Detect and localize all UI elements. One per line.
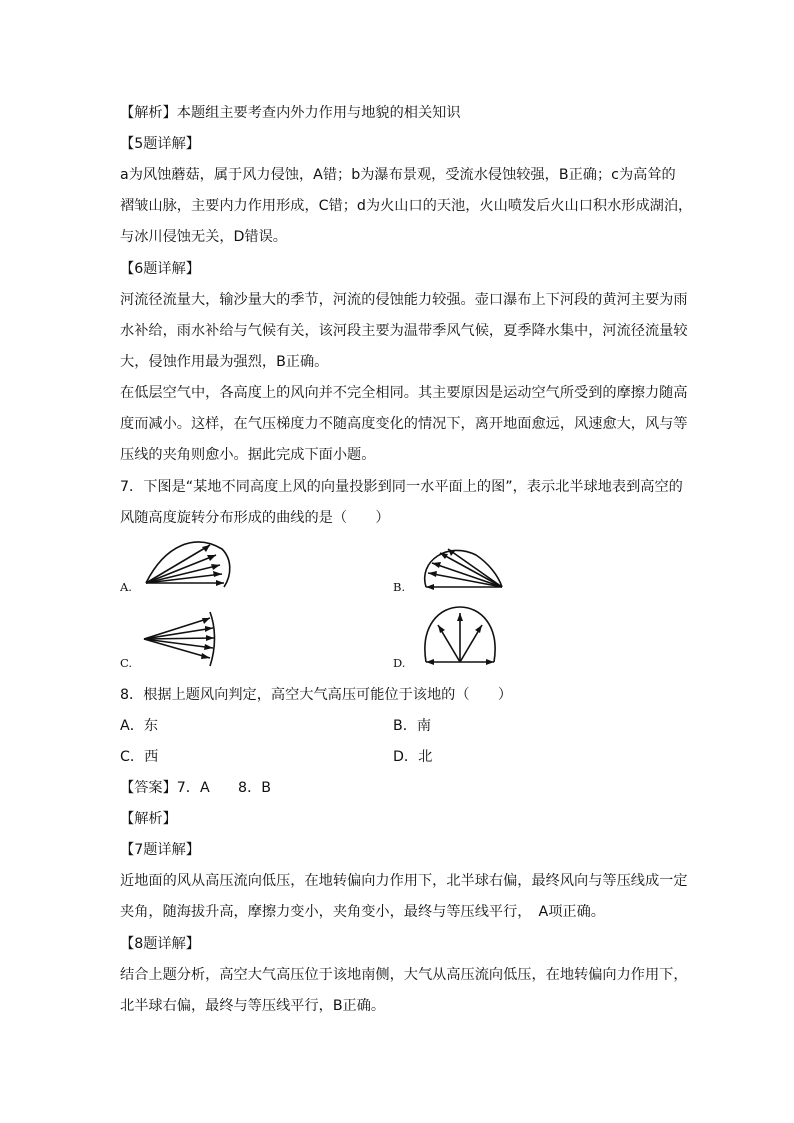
q8-option-d: D．北 bbox=[393, 749, 433, 765]
answer: 【答案】7．A 8．B bbox=[120, 780, 271, 796]
q7-line-2: 风随高度旋转分布形成的曲线的是（ ） bbox=[120, 510, 390, 526]
q7-detail-line-1: 近地面的风从高压流向低压，在地转偏向力作用下，北半球右偏，最终风向与等压线成一定 bbox=[120, 873, 688, 889]
analysis-intro: 【解析】本题组主要考查内外力作用与地貌的相关知识 bbox=[120, 105, 461, 121]
q7-option-d-figure bbox=[420, 605, 500, 667]
q7-line-1: 7．下图是“某地不同高度上风的向量投影到同一水平面上的图”，表示北半球地表到高空的 bbox=[120, 479, 683, 495]
q7-option-a-figure bbox=[140, 537, 240, 592]
q5-line-3: 与冰川侵蚀无关，D错误。 bbox=[120, 229, 287, 245]
q5-heading: 【5题详解】 bbox=[120, 136, 200, 152]
q8-detail-line-2: 北半球右偏，最终与等压线平行，B正确。 bbox=[120, 998, 386, 1014]
q5-line-2: 褶皱山脉，主要内力作用形成，C错；d为火山口的天池，火山喷发后火山口积水形成湖泊， bbox=[120, 198, 693, 214]
q8-option-b: B．南 bbox=[393, 718, 432, 734]
q7-detail-line-2: 夹角，随海拔升高，摩擦力变小，夹角变小，最终与等压线平行， A项正确。 bbox=[120, 904, 605, 920]
q7-option-a-label: A. bbox=[120, 580, 132, 594]
stem-line-3: 压线的夹角则愈小。据此完成下面小题。 bbox=[120, 447, 376, 463]
q7-option-d-label: D. bbox=[393, 656, 406, 670]
q6-line-1: 河流径流量大，输沙量大的季节，河流的侵蚀能力较强。壶口瀑布上下河段的黄河主要为雨 bbox=[120, 292, 688, 308]
q7-option-b-label: B. bbox=[393, 580, 406, 594]
q6-heading: 【6题详解】 bbox=[120, 261, 200, 277]
q8-option-c: C．西 bbox=[120, 749, 159, 765]
q5-line-1: a为风蚀蘑菇，属于风力侵蚀，A错；b为瀑布景观，受流水侵蚀较强，B正确；c为高耸的 bbox=[120, 167, 676, 183]
q7-option-b-figure bbox=[418, 541, 508, 591]
q8-detail-line-1: 结合上题分析，高空大气高压位于该地南侧，大气从高压流向低压，在地转偏向力作用下， bbox=[120, 967, 688, 983]
stem-line-2: 度而减小。这样，在气压梯度力不随高度变化的情况下，离开地面愈远，风速愈大，风与等 bbox=[120, 416, 688, 432]
q7-option-c-figure bbox=[140, 610, 225, 668]
q6-line-2: 水补给，雨水补给与气候有关，该河段主要为温带季风气候，夏季降水集中，河流径流量较 bbox=[120, 323, 688, 339]
q6-line-3: 大，侵蚀作用最为强烈，B正确。 bbox=[120, 354, 329, 370]
q7-detail-heading: 【7题详解】 bbox=[120, 842, 200, 858]
q8-question: 8．根据上题风向判定，高空大气高压可能位于该地的（ ） bbox=[120, 687, 513, 703]
q8-option-a: A．东 bbox=[120, 718, 159, 734]
q8-detail-heading: 【8题详解】 bbox=[120, 936, 200, 952]
q7-option-c-label: C. bbox=[120, 656, 133, 670]
analysis-label: 【解析】 bbox=[120, 811, 177, 827]
stem-line-1: 在低层空气中，各高度上的风向并不完全相同。其主要原因是运动空气所受到的摩擦力随高 bbox=[120, 385, 688, 401]
